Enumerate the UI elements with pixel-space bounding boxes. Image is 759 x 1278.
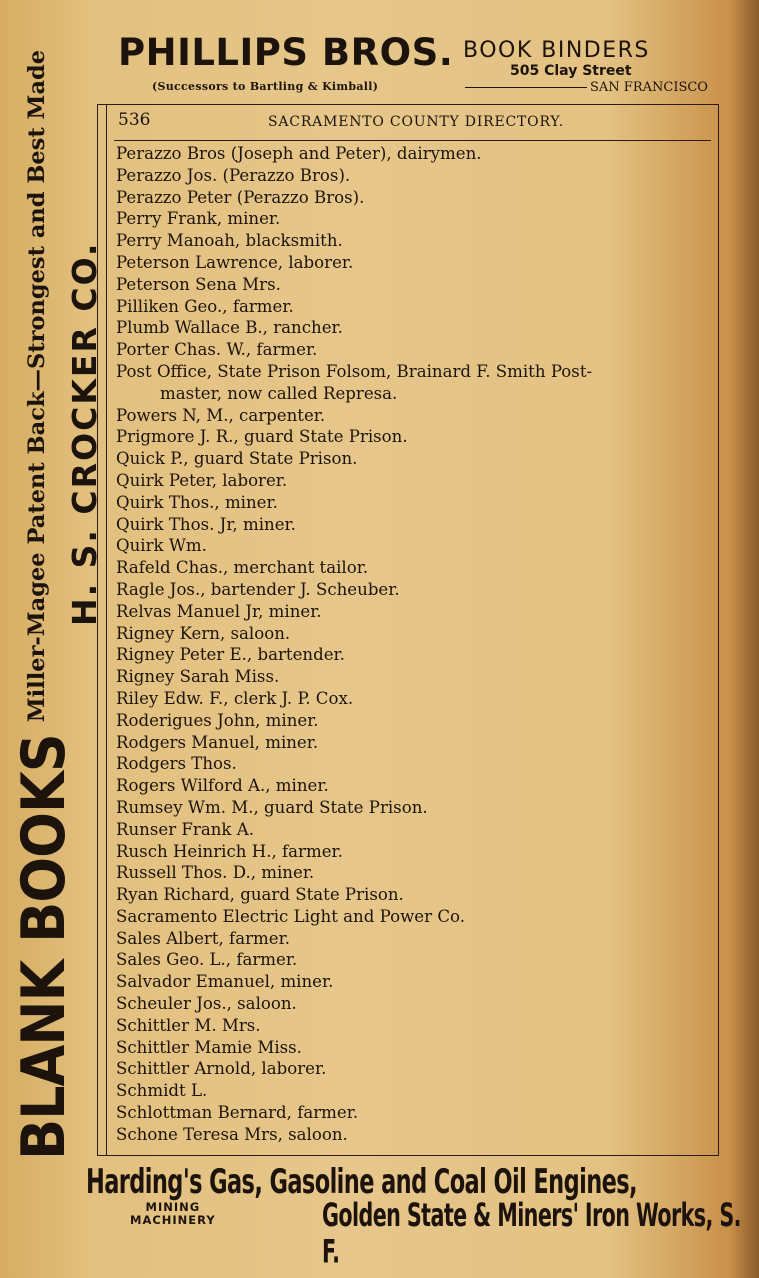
list-item: Peterson Sena Mrs. xyxy=(116,274,281,294)
list-item: Porter Chas. W., farmer. xyxy=(116,340,318,360)
list-item: Rodgers Manuel, miner. xyxy=(116,732,319,752)
list-item: Quirk Wm. xyxy=(116,536,207,556)
list-item: Perry Frank, miner. xyxy=(116,209,281,229)
list-item: Powers N, M., carpenter. xyxy=(116,405,326,425)
list-item: Sacramento Electric Light and Power Co. xyxy=(116,906,466,926)
footer-mining-machinery xyxy=(130,1201,216,1227)
header-street: 505 Clay Street xyxy=(510,63,632,79)
list-item: Rafeld Chas., merchant tailor. xyxy=(116,558,369,578)
list-item: Relvas Manuel Jr, miner. xyxy=(116,601,322,621)
side-ad-blank-books-title: BLANK BOOKS xyxy=(9,734,79,1160)
list-item: Riley Edw. F., clerk J. P. Cox. xyxy=(116,688,354,708)
list-item: Pilliken Geo., farmer. xyxy=(116,296,294,316)
list-item: Rogers Wilford A., miner. xyxy=(116,776,329,796)
list-item: Quirk Peter, laborer. xyxy=(116,470,288,490)
header-firm-name: PHILLIPS BROS. xyxy=(118,31,454,74)
header-trade: BOOK BINDERS xyxy=(463,38,650,63)
side-ad-slogan: Miller-Magee Patent Back—Strongest and Best Made xyxy=(23,49,50,723)
list-item: Schittler M. Mrs. xyxy=(116,1015,261,1035)
list-item: Schittler Arnold, laborer. xyxy=(116,1059,327,1079)
list-item: Perazzo Peter (Perazzo Bros). xyxy=(116,187,365,207)
list-item: Russell Thos. D., miner. xyxy=(116,863,315,883)
list-item: Quick P., guard State Prison. xyxy=(116,449,358,469)
list-item: Rigney Sarah Miss. xyxy=(116,667,280,687)
side-ad-crocker: H. S. CROCKER CO. xyxy=(65,241,104,626)
head-rule xyxy=(114,140,711,141)
list-item: Plumb Wallace B., rancher. xyxy=(116,318,343,338)
list-item: Scheuler Jos., saloon. xyxy=(116,994,297,1014)
header-rule xyxy=(465,87,587,88)
list-item: Rodgers Thos. xyxy=(116,754,237,774)
list-item: Roderigues John, miner. xyxy=(116,710,319,730)
list-item: Runser Frank A. xyxy=(116,819,255,839)
list-item: Peterson Lawrence, laborer. xyxy=(116,252,354,272)
list-item: Quirk Thos., miner. xyxy=(116,492,278,512)
list-item: Rigney Peter E., bartender. xyxy=(116,645,345,665)
page-number: 536 xyxy=(118,110,151,130)
list-item: Schittler Mamie Miss. xyxy=(116,1037,302,1057)
header-city: SAN FRANCISCO xyxy=(590,80,708,95)
footer-mining-label: MINING xyxy=(145,1200,201,1214)
footer-machinery-label: MACHINERY xyxy=(130,1213,216,1227)
list-item: Perazzo Bros (Joseph and Peter), dairymen. xyxy=(116,144,482,163)
list-item: Rusch Heinrich H., farmer. xyxy=(116,841,343,861)
frame-inner-rule xyxy=(106,104,107,1156)
list-item: Ragle Jos., bartender J. Scheuber. xyxy=(116,579,400,599)
directory-entries xyxy=(116,143,716,1146)
list-item: Ryan Richard, guard State Prison. xyxy=(116,885,404,905)
list-item: Prigmore J. R., guard State Prison. xyxy=(116,427,408,447)
footer-ad-engines: Harding's Gas, Gasoline and Coal Oil Engines, xyxy=(86,1162,638,1202)
list-item: Perry Manoah, blacksmith. xyxy=(116,231,343,251)
list-item: Post Office, State Prison Folsom, Brainard F. Smith Post- xyxy=(116,361,593,381)
list-item: Schone Teresa Mrs, saloon. xyxy=(116,1124,348,1144)
list-item: Quirk Thos. Jr, miner. xyxy=(116,514,296,534)
list-item-continuation: master, now called Represa. xyxy=(160,383,398,403)
list-item: Salvador Emanuel, miner. xyxy=(116,972,334,992)
list-item: Perazzo Jos. (Perazzo Bros). xyxy=(116,165,351,185)
list-item: Schlottman Bernard, farmer. xyxy=(116,1103,359,1123)
list-item: Rumsey Wm. M., guard State Prison. xyxy=(116,797,428,817)
list-item: Sales Albert, farmer. xyxy=(116,928,290,948)
header-successors: (Successors to Bartling & Kimball) xyxy=(152,80,379,93)
running-head: SACRAMENTO COUNTY DIRECTORY. xyxy=(268,114,564,130)
list-item: Schmidt L. xyxy=(116,1081,208,1101)
footer-ad-iron-works: Golden State & Miners' Iron Works, S. F. xyxy=(322,1198,741,1271)
list-item: Sales Geo. L., farmer. xyxy=(116,950,298,970)
list-item: Rigney Kern, saloon. xyxy=(116,623,291,643)
